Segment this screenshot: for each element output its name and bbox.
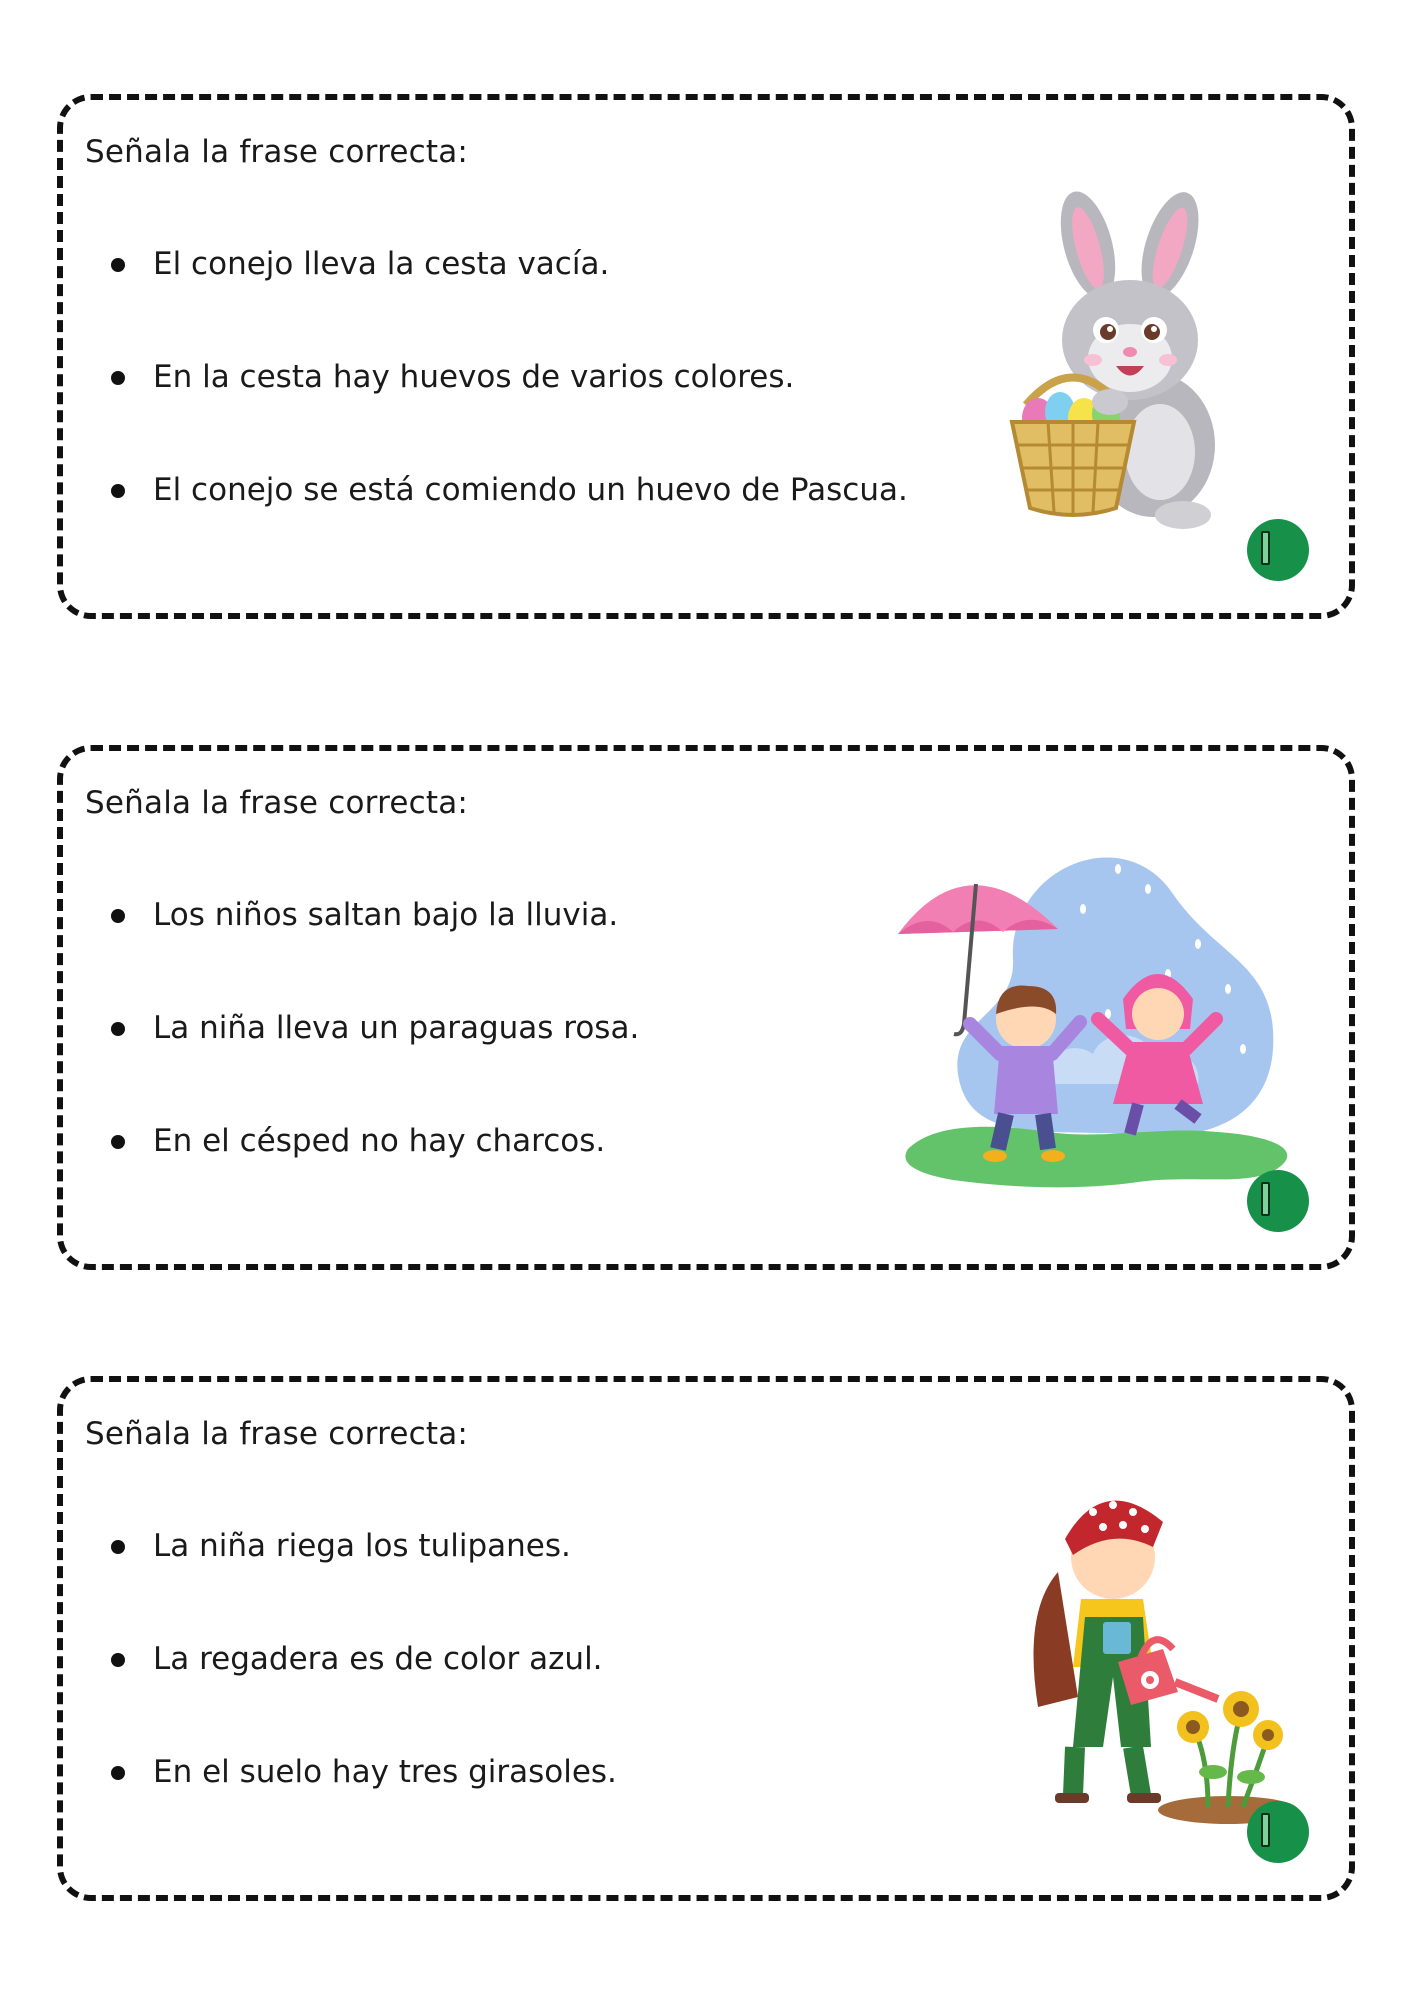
option-text: La regadera es de color azul. <box>153 1641 603 1677</box>
bullet-icon <box>111 909 125 923</box>
bullet-icon <box>111 1135 125 1149</box>
pencil-logo-icon <box>1247 1801 1309 1863</box>
option-text: La niña riega los tulipanes. <box>153 1528 571 1564</box>
option-text: En el suelo hay tres girasoles. <box>153 1754 617 1790</box>
option-item[interactable] <box>111 1754 617 1867</box>
option-item[interactable] <box>111 1123 639 1236</box>
exercise-card-2 <box>57 745 1355 1270</box>
option-text: El conejo lleva la cesta vacía. <box>153 246 610 282</box>
card-title: Señala la frase correcta: <box>85 1416 469 1452</box>
exercise-card-1 <box>57 94 1355 619</box>
option-text: La niña lleva un paraguas rosa. <box>153 1010 640 1046</box>
easter-bunny-illustration <box>998 190 1258 535</box>
option-item[interactable] <box>111 246 908 359</box>
bullet-icon <box>111 1766 125 1780</box>
bullet-icon <box>111 1540 125 1554</box>
exercise-card-3 <box>57 1376 1355 1901</box>
option-text: En la cesta hay huevos de varios colores. <box>153 359 795 395</box>
bullet-icon <box>111 1653 125 1667</box>
option-text: En el césped no hay charcos. <box>153 1123 606 1159</box>
pencil-logo-icon <box>1247 519 1309 581</box>
card-title: Señala la frase correcta: <box>85 134 469 170</box>
card-title: Señala la frase correcta: <box>85 785 469 821</box>
pencil-logo-icon <box>1247 1170 1309 1232</box>
bullet-icon <box>111 484 125 498</box>
option-list <box>111 246 908 585</box>
option-item[interactable] <box>111 472 908 585</box>
bullet-icon <box>111 371 125 385</box>
option-list <box>111 1528 617 1867</box>
option-item[interactable] <box>111 1641 617 1754</box>
rain-children-illustration <box>898 814 1308 1199</box>
girl-watering-flowers-illustration <box>1003 1477 1303 1832</box>
option-item[interactable] <box>111 1528 617 1641</box>
option-text: Los niños saltan bajo la lluvia. <box>153 897 619 933</box>
option-list <box>111 897 639 1236</box>
bullet-icon <box>111 258 125 272</box>
option-item[interactable] <box>111 897 639 1010</box>
option-text: El conejo se está comiendo un huevo de Pascua. <box>153 472 908 508</box>
sunflowers <box>1177 1691 1283 1807</box>
option-item[interactable] <box>111 1010 639 1123</box>
option-item[interactable] <box>111 359 908 472</box>
bullet-icon <box>111 1022 125 1036</box>
